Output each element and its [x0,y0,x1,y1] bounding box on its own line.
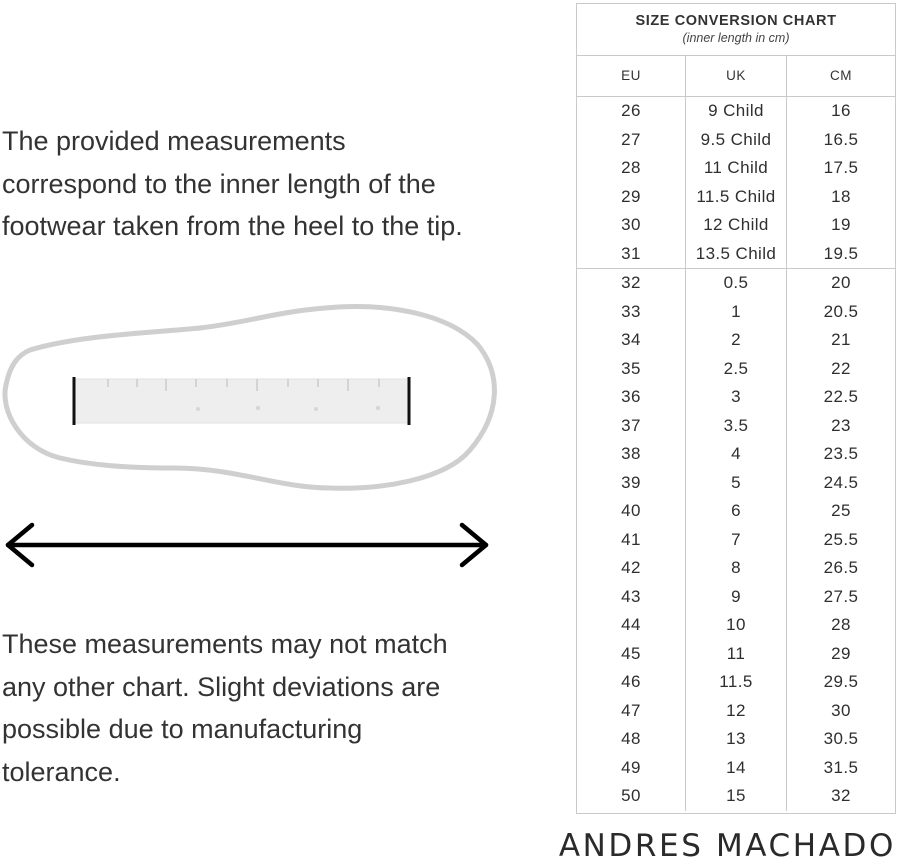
cell-uk: 13.5 Child [685,240,787,269]
cell-uk: 12 [685,697,787,726]
cell-eu: 40 [621,501,641,520]
table-row [577,583,895,612]
chart-header [577,4,895,56]
cell-uk: 7 [685,526,787,555]
cell-eu: 47 [621,700,641,720]
cell-uk: 4 [685,440,787,469]
cell-uk: 11 Child [685,154,787,183]
measurement-description [2,120,463,248]
cell-uk: 11.5 [685,668,787,697]
description-line: footwear taken from the heel to the tip. [2,211,463,242]
cell-uk: 5 [685,469,787,498]
ruler-icon [74,377,409,425]
table-row [577,526,895,555]
cell-cm: 29 [831,643,851,663]
cell-eu: 27 [621,129,641,149]
table-row [577,782,895,811]
column-header-cm: CM [830,68,852,83]
cell-uk: 11 [685,640,787,669]
description-line: The provided measurements [2,126,346,156]
cell-uk: 2 [685,326,787,355]
cell-uk: 10 [685,611,787,640]
cell-uk: 9 Child [685,97,787,126]
cell-uk: 3 [685,383,787,412]
table-row [577,211,895,240]
table-row [577,412,895,441]
cell-uk: 6 [685,497,787,526]
table-row [577,383,895,412]
cell-cm: 27.5 [823,586,859,606]
cell-cm: 23 [831,415,851,435]
cell-cm: 24.5 [823,472,859,492]
cell-eu: 31 [621,243,641,263]
table-row [577,725,895,754]
table-row [577,754,895,783]
disclaimer-line: possible due to manufacturing [2,714,363,745]
cell-uk: 8 [685,554,787,583]
cell-cm: 25.5 [823,529,859,549]
cell-cm: 20 [831,273,851,292]
table-row [577,697,895,726]
double-arrow-icon [0,515,500,580]
disclaimer-text [2,623,448,794]
table-row [577,611,895,640]
table-row [577,298,895,327]
chart-title: SIZE CONVERSION CHART [635,13,837,29]
cell-eu: 35 [621,358,641,378]
cell-cm: 26.5 [823,558,859,577]
cell-cm: 30 [831,700,851,720]
cell-eu: 34 [621,330,641,349]
table-row [577,268,895,298]
table-row [577,97,895,126]
cell-eu: 50 [621,786,641,805]
table-row [577,640,895,669]
cell-cm: 17.5 [823,158,859,177]
cell-eu: 37 [621,415,641,435]
cell-eu: 49 [621,757,641,777]
cell-cm: 22.5 [823,387,859,406]
cell-eu: 43 [621,586,641,606]
cell-cm: 32 [831,786,851,805]
cell-eu: 29 [621,186,641,206]
disclaimer-line: These measurements may not match [2,629,448,659]
cell-eu: 48 [621,729,641,748]
cell-eu: 26 [621,101,641,120]
cell-eu: 42 [621,558,641,577]
chart-body [577,97,895,813]
cell-eu: 30 [621,215,641,234]
cell-uk: 2.5 [685,355,787,384]
cell-uk: 14 [685,754,787,783]
cell-uk: 1 [685,298,787,327]
disclaimer-line: tolerance. [2,757,121,788]
cell-cm: 28 [831,615,851,634]
table-row [577,497,895,526]
cell-uk: 3.5 [685,412,787,441]
chart-subtitle: (inner length in cm) [682,31,790,45]
size-conversion-chart [576,3,896,814]
cell-cm: 19 [831,215,851,234]
cell-eu: 33 [621,301,641,321]
table-row [577,326,895,355]
disclaimer-line: any other chart. Slight deviations are [2,671,441,702]
cell-cm: 22 [831,358,851,378]
shoe-outline-icon [0,290,500,510]
cell-eu: 44 [621,615,641,634]
table-row [577,183,895,212]
cell-cm: 19.5 [823,243,859,263]
table-row [577,154,895,183]
cell-cm: 23.5 [823,444,859,463]
cell-cm: 30.5 [823,729,859,748]
table-row [577,668,895,697]
brand-logo: ANDRES MACHADO [558,828,896,864]
cell-uk: 0.5 [685,269,787,298]
table-row [577,355,895,384]
cell-eu: 36 [621,387,641,406]
cell-cm: 29.5 [823,672,859,691]
table-row [577,554,895,583]
cell-eu: 46 [621,672,641,691]
cell-eu: 39 [621,472,641,492]
cell-cm: 25 [831,501,851,520]
cell-eu: 38 [621,444,641,463]
cell-uk: 15 [685,782,787,811]
column-header-row [577,56,895,97]
cell-uk: 13 [685,725,787,754]
cell-cm: 18 [831,186,851,206]
column-header-uk: UK [685,56,787,96]
cell-uk: 9.5 Child [685,126,787,155]
cell-eu: 28 [621,158,641,177]
cell-uk: 11.5 Child [685,183,787,212]
table-row [577,440,895,469]
column-header-eu: EU [621,68,641,83]
cell-cm: 16.5 [823,129,859,149]
cell-cm: 16 [831,101,851,120]
cell-uk: 9 [685,583,787,612]
cell-uk: 12 Child [685,211,787,240]
table-row [577,240,895,269]
cell-cm: 31.5 [823,757,859,777]
table-row [577,469,895,498]
cell-eu: 41 [621,529,641,549]
cell-eu: 45 [621,643,641,663]
table-row [577,126,895,155]
cell-cm: 21 [831,330,851,349]
cell-cm: 20.5 [823,301,859,321]
description-line: correspond to the inner length of the [2,168,436,199]
cell-eu: 32 [621,273,641,292]
